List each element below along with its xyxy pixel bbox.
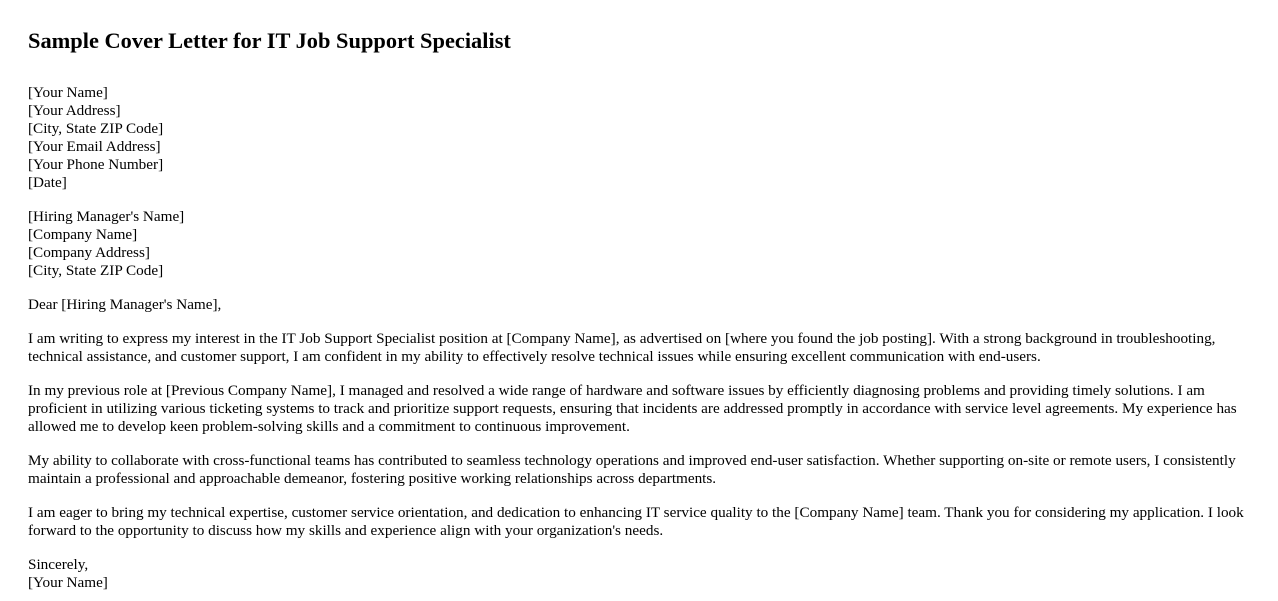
sender-name: [Your Name]	[28, 84, 108, 101]
body-paragraph-collaboration: My ability to collaborate with cross-functional teams has contributed to seamless technology operations and improved end-user satisfaction. Whether supporting on-site or remote users, I consistently maintain a professional and approachable demeanor, fostering positive working relationships across departments.	[28, 452, 1236, 487]
recipient-company: [Company Name]	[28, 226, 138, 243]
recipient-address-block	[28, 208, 1250, 280]
sender-address: [Your Address]	[28, 102, 121, 119]
body-paragraph-experience: In my previous role at [Previous Company Name], I managed and resolved a wide range of hardware and software issues by efficiently diagnosing problems and providing timely solutions. I am proficient in utilizing various ticketing systems to track and prioritize support requests, ensuring that incidents are addressed promptly in accordance with service level agreements. My experience has allowed me to develop keen problem-solving skills and a commitment to continuous improvement.	[28, 382, 1237, 435]
sender-address-block	[28, 84, 1250, 192]
signoff-block	[28, 556, 1250, 592]
body-paragraph-closing: I am eager to bring my technical expertise, customer service orientation, and dedication to enhancing IT service quality to the [Company Name] team. Thank you for considering my application. I look forward to the opportunity to discuss how my skills and experience align with your organization's needs.	[28, 504, 1244, 539]
recipient-city-state-zip: [City, State ZIP Code]	[28, 262, 164, 279]
body-paragraph-intro: I am writing to express my interest in the IT Job Support Specialist position at [Company Name], as advertised on [where you found the job posting]. With a strong background in troubleshooting, technical assistance, and customer support, I am confident in my ability to effectively resolve technical issues while ensuring excellent communication with end-users.	[28, 330, 1216, 365]
page-title: Sample Cover Letter for IT Job Support Specialist	[28, 28, 511, 53]
signature-name: [Your Name]	[28, 574, 108, 591]
sender-email: [Your Email Address]	[28, 138, 161, 155]
closing-phrase: Sincerely,	[28, 556, 89, 573]
letter-date: [Date]	[28, 174, 67, 191]
recipient-name: [Hiring Manager's Name]	[28, 208, 185, 225]
salutation: Dear [Hiring Manager's Name],	[28, 296, 222, 313]
sender-city-state-zip: [City, State ZIP Code]	[28, 120, 164, 137]
recipient-company-address: [Company Address]	[28, 244, 150, 261]
sender-phone: [Your Phone Number]	[28, 156, 164, 173]
